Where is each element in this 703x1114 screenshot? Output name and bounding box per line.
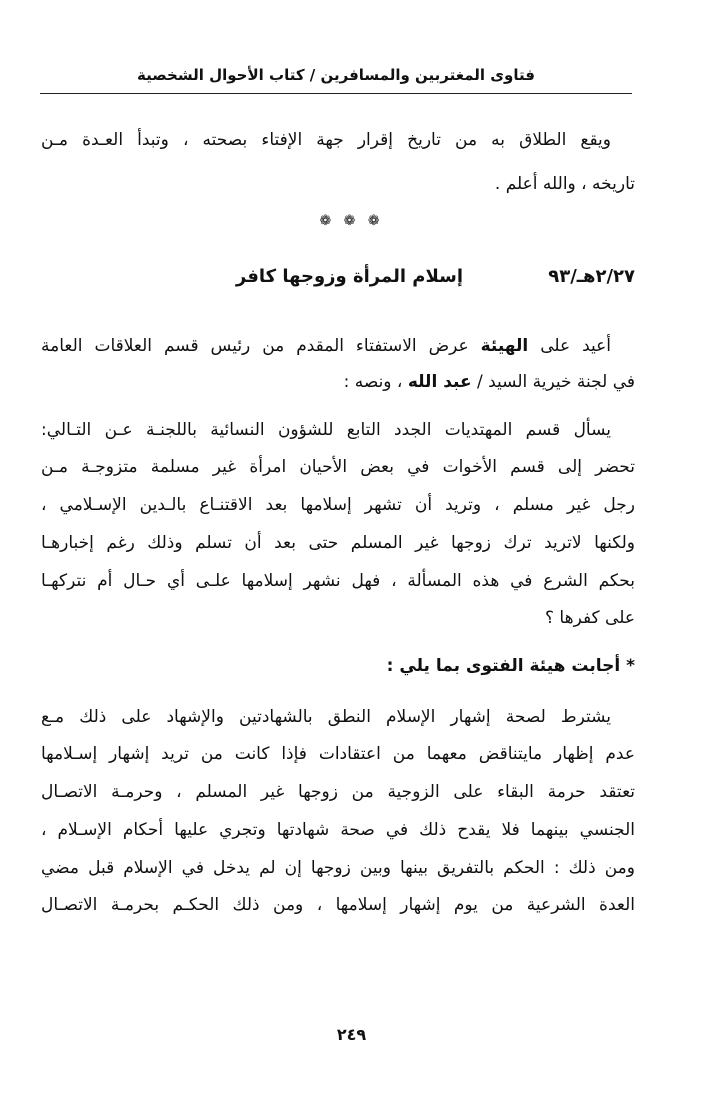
page-number: ٢٤٩: [336, 1025, 367, 1044]
question-line: على كفرها ؟: [545, 608, 635, 628]
paragraph-line: تاريخه ، والله أعلم .: [494, 174, 635, 194]
header-divider: [40, 93, 632, 94]
intro-text: أعيد على: [540, 336, 611, 356]
question-line: تحضر إلى قسم الأخوات في بعض الأحيان امرأة غير مسلمة متزوجـة مـن: [41, 457, 635, 477]
answer-line: عدم إظهار مايتناقض معهما من اعتقادات فإذا كانت من تريد إشهار إسـلامها: [41, 744, 635, 764]
intro-bold: عبد الله: [407, 372, 472, 392]
question-line: بحكم الشرع في هذه المسألة ، فهل نشهر إسلامها علـى أي حـال أم نتركهـا: [41, 571, 635, 591]
intro-text: عرض الاستفتاء المقدم من رئيس قسم العلاقات العامة: [41, 336, 469, 356]
answer-line: تعتقد حرمة البقاء على الزوجية من زوجها غير المسلم ، وحرمـة الاتصـال: [41, 782, 635, 802]
paragraph-line: ويقع الطلاق به من تاريخ إقرار جهة الإفتاء بصحته ، وتبدأ العـدة مـن: [41, 130, 611, 150]
intro-text: ، ونصه :: [343, 372, 403, 392]
intro-line: [41, 368, 635, 396]
intro-bold: الهيئة: [480, 336, 529, 356]
running-header: فتاوى المغتربين والمسافرين / كتاب الأحوال الشخصية: [137, 66, 535, 84]
question-line: ولكنها لاتريد ترك زوجها غير المسلم حتى بعد أن تسلم وذلك رغم إخبارهـا: [41, 533, 635, 553]
answer-line: الجنسي بينهما فلا يقدح ذلك في صحة شهادتها وتجري عليها أحكام الإسـلام ،: [41, 820, 635, 840]
intro-line: [41, 332, 611, 360]
answer-line: العدة الشرعية من يوم إشهار إسلامها ، ومن ذلك الحكـم بحرمـة الاتصـال: [41, 895, 635, 915]
section-ornament: ❁ ❁ ❁: [319, 213, 384, 229]
question-line: يسأل قسم المهتديات الجدد التابع للشؤون النسائية باللجنـة عـن التـالي:: [41, 420, 611, 440]
answer-heading: * أجابت هيئة الفتوى بما يلي :: [386, 656, 635, 676]
answer-line: ومن ذلك : الحكم بالتفريق بينها وبين زوجها إن لم يدخل في الإسلام قبل مضي: [41, 858, 635, 878]
answer-line: يشترط لصحة إشهار الإسلام النطق بالشهادتين والإشهاد على ذلك مـع: [41, 707, 611, 727]
fatwa-title-row: [41, 262, 635, 294]
fatwa-date: ٢/٢٧هـ/٩٣: [548, 266, 635, 287]
fatwa-title: إسلام المرأة وزوجها كافر: [235, 266, 463, 287]
question-line: رجل غير مسلم ، وتريد أن تشهر إسلامها بعد الاقتنـاع بالـدين الإسـلامي ،: [41, 495, 635, 515]
intro-text: في لجنة خيرية السيد /: [476, 372, 635, 392]
